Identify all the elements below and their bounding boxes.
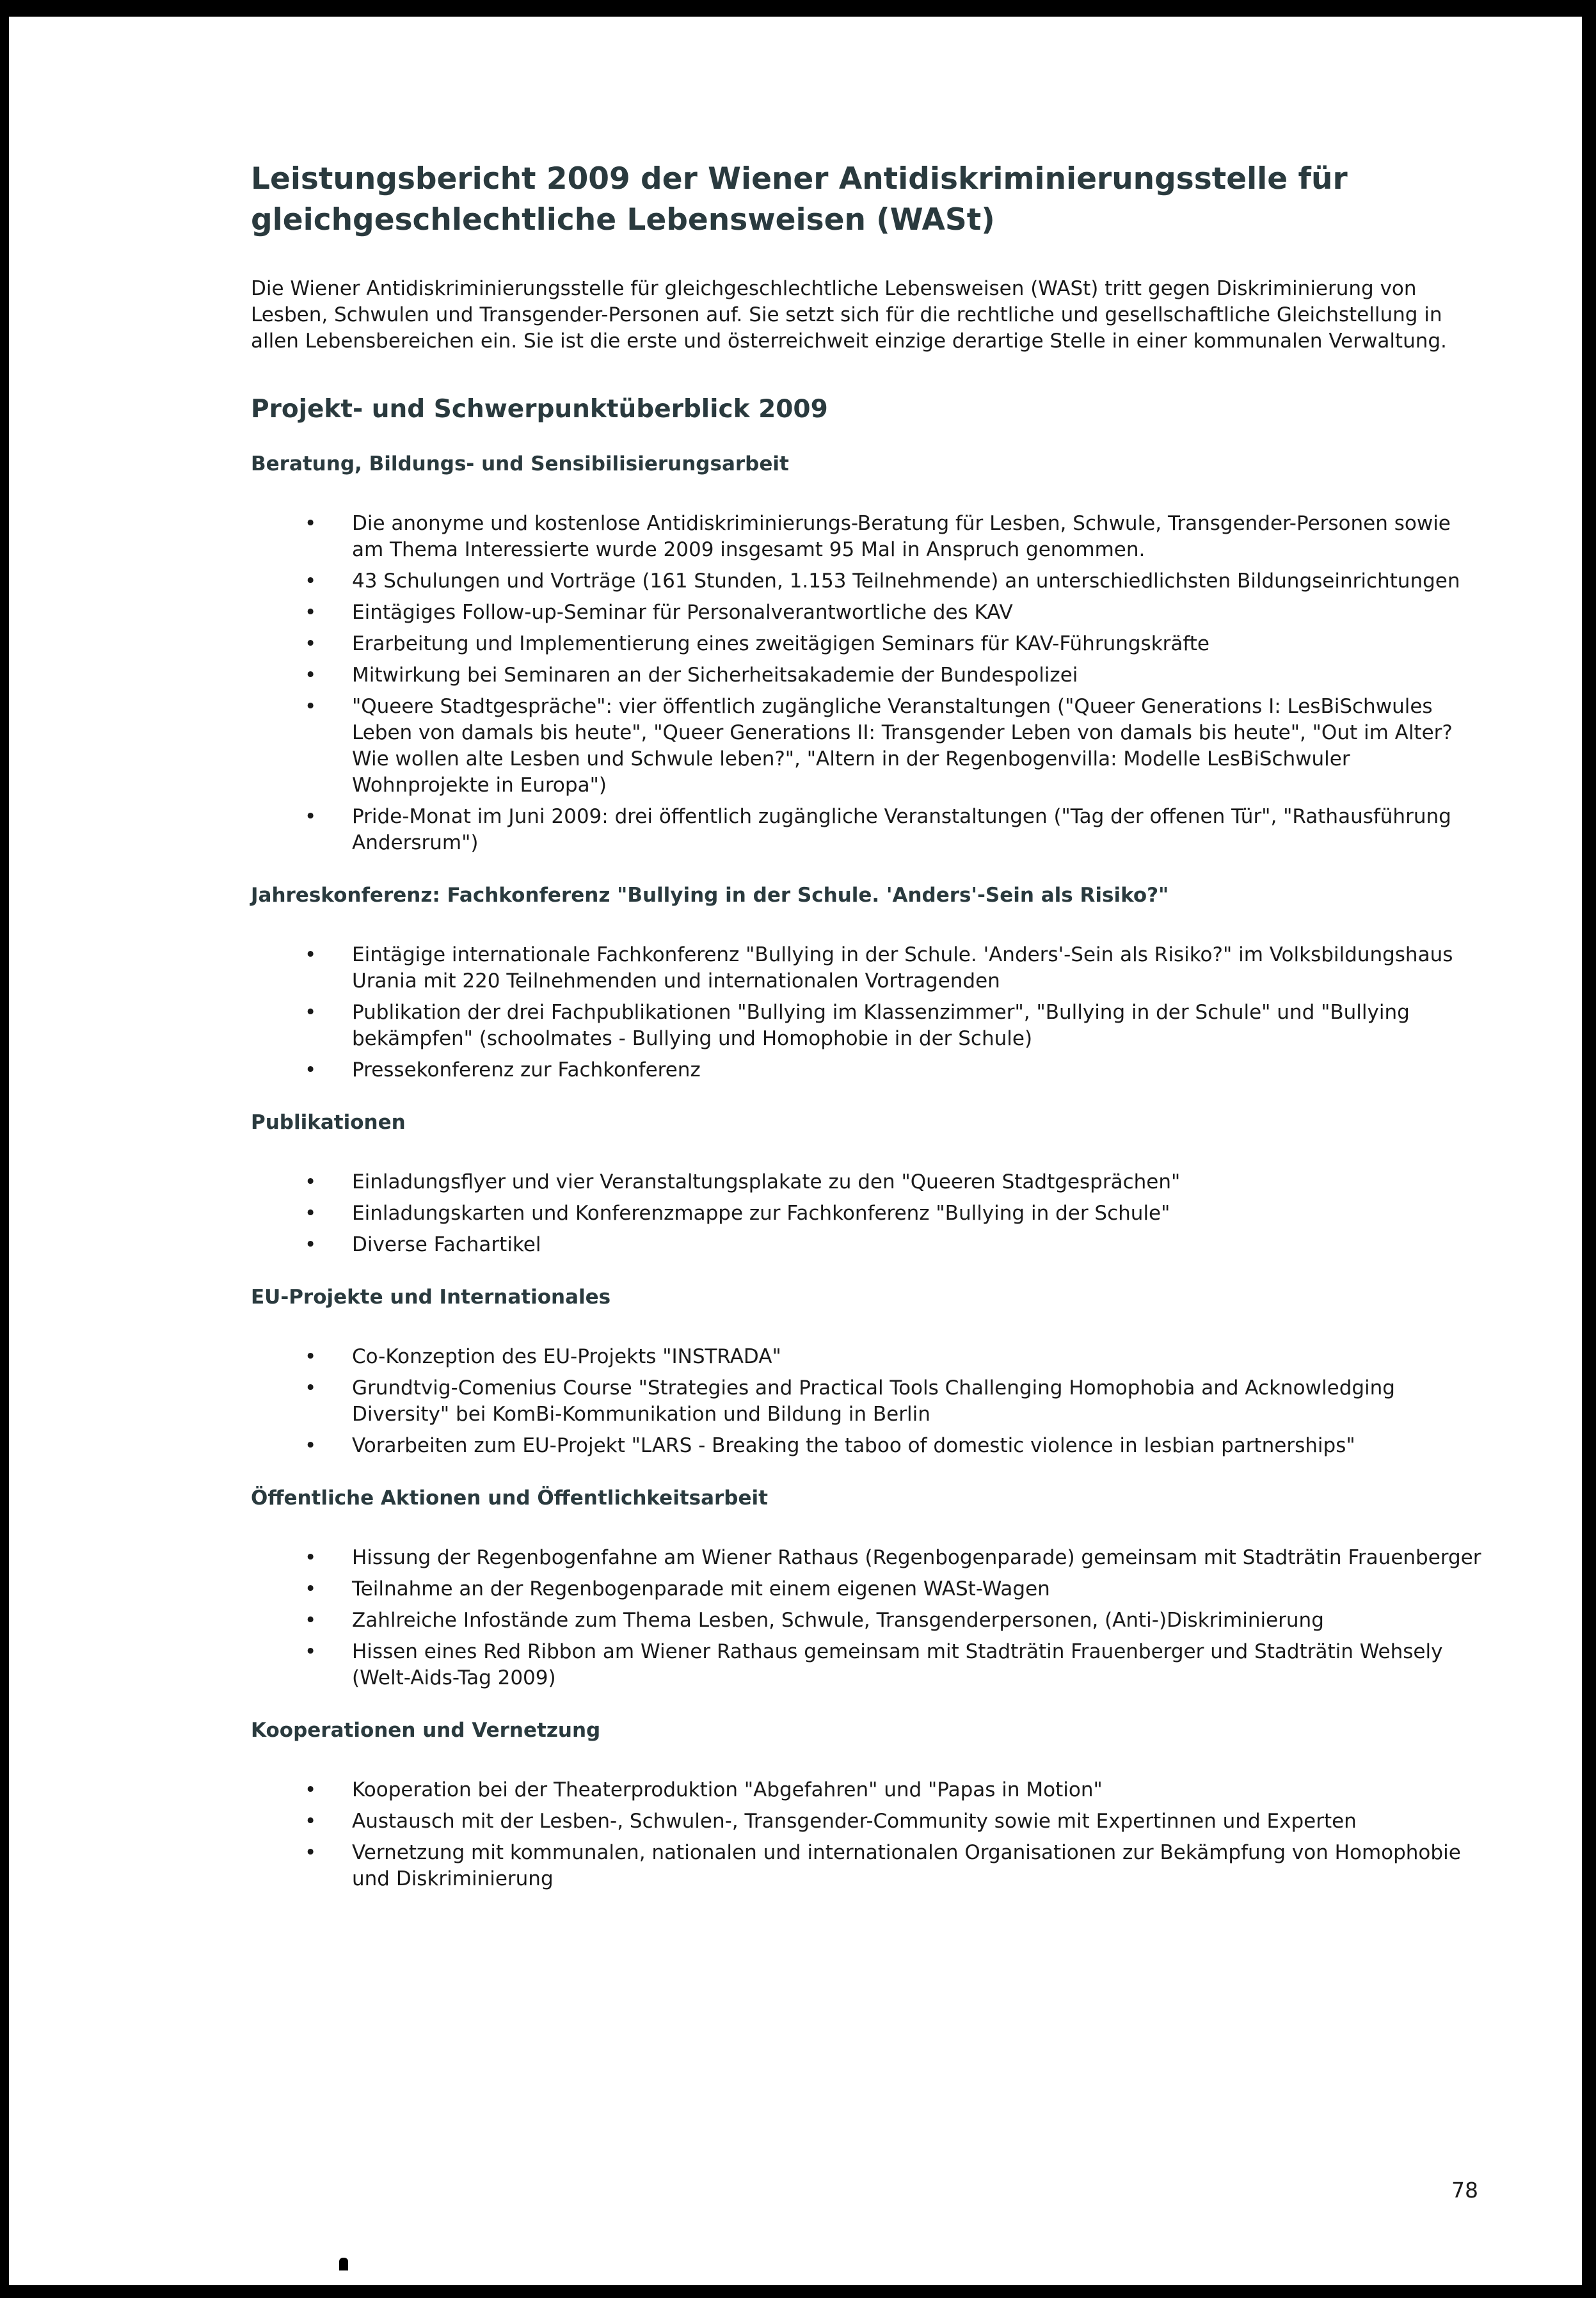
list-item: • Diverse Fachartikel xyxy=(251,1232,1486,1258)
section-heading-publikationen: Publikationen xyxy=(251,1111,406,1134)
section-heading-kooperationen: Kooperationen und Vernetzung xyxy=(251,1719,601,1742)
list-item: • Mitwirkung bei Seminaren an der Sicherheitsakademie der Bundespolizei xyxy=(251,662,1486,689)
page-number: 78 xyxy=(1451,2178,1478,2203)
list-item: • "Queere Stadtgespräche": vier öffentlich zugängliche Veranstaltungen ("Queer Generations I: LesBiSchwules Leben von damals bis heute", "Queer Generations II: Transgender Leben von damals bis heute", "Out im Alter? Wie wollen alte Lesben und Schwule leben?", "Altern in der Regenbogenvilla: Modelle LesBiSchwuler Wohnprojekte in Europa") xyxy=(251,694,1486,799)
list-item: • Zahlreiche Infostände zum Thema Lesben, Schwule, Transgenderpersonen, (Anti-)Diskriminierung xyxy=(251,1608,1486,1634)
section-heading-oeffentliche-aktionen: Öffentliche Aktionen und Öffentlichkeitsarbeit xyxy=(251,1487,768,1510)
list-item: • Teilnahme an der Regenbogenparade mit einem eigenen WASt-Wagen xyxy=(251,1576,1486,1602)
bullet-list-jahreskonferenz xyxy=(251,942,1486,1083)
list-item: • Pride-Monat im Juni 2009: drei öffentlich zugängliche Veranstaltungen ("Tag der offenen Tür", "Rathausführung Andersrum") xyxy=(251,804,1486,856)
list-item: • 43 Schulungen und Vorträge (161 Stunden, 1.153 Teilnehmende) an unterschiedlichsten Bildungseinrichtungen xyxy=(251,568,1486,594)
list-item: • Austausch mit der Lesben-, Schwulen-, Transgender-Community sowie mit Expertinnen und Experten xyxy=(251,1808,1486,1835)
bullet-list-kooperationen xyxy=(251,1777,1486,1892)
list-item: • Erarbeitung und Implementierung eines zweitägigen Seminars für KAV-Führungskräfte xyxy=(251,631,1486,657)
list-item: • Die anonyme und kostenlose Antidiskriminierungs-Beratung für Lesben, Schwule, Transgender-Personen sowie am Thema Interessierte wurde 2009 insgesamt 95 Mal in Anspruch genommen. xyxy=(251,511,1486,563)
list-item: • Co-Konzeption des EU-Projekts "INSTRADA" xyxy=(251,1344,1486,1370)
bullet-list-eu-projekte xyxy=(251,1344,1486,1459)
intro-paragraph: Die Wiener Antidiskriminierungsstelle für gleichgeschlechtliche Lebensweisen (WASt) tritt gegen Diskriminierung von Lesben, Schwulen und Transgender-Personen auf. Sie setzt sich für die rechtliche und gesellschaftliche Gleichstellung in allen Lebensbereichen ein. Sie ist die erste und österreichweit einzige derartige Stelle in einer kommunalen Verwaltung. xyxy=(251,277,1447,353)
scan-mark xyxy=(339,2258,348,2270)
list-item: • Einladungskarten und Konferenzmappe zur Fachkonferenz "Bullying in der Schule" xyxy=(251,1201,1486,1227)
overview-heading: Projekt- und Schwerpunktüberblick 2009 xyxy=(251,395,828,424)
page-title: Leistungsbericht 2009 der Wiener Antidiskriminierungsstelle für gleichgeschlechtliche Lebensweisen (WASt) xyxy=(251,161,1348,237)
list-item: • Kooperation bei der Theaterproduktion "Abgefahren" und "Papas in Motion" xyxy=(251,1777,1486,1803)
bullet-list-beratung xyxy=(251,511,1486,856)
list-item: • Eintägige internationale Fachkonferenz "Bullying in der Schule. 'Anders'-Sein als Risiko?" im Volksbildungshaus Urania mit 220 Teilnehmenden und internationalen Vortragenden xyxy=(251,942,1486,994)
bullet-list-publikationen xyxy=(251,1169,1486,1258)
list-item: • Eintägiges Follow-up-Seminar für Personalverantwortliche des KAV xyxy=(251,600,1486,626)
list-item: • Publikation der drei Fachpublikationen "Bullying im Klassenzimmer", "Bullying in der Schule" und "Bullying bekämpfen" (schoolmates - Bullying und Homophobie in der Schule) xyxy=(251,1000,1486,1052)
bullet-list-oeffentliche-aktionen xyxy=(251,1545,1486,1691)
section-heading-jahreskonferenz: Jahreskonferenz: Fachkonferenz "Bullying in der Schule. 'Anders'-Sein als Risiko?" xyxy=(251,884,1169,907)
section-heading-beratung: Beratung, Bildungs- und Sensibilisierungsarbeit xyxy=(251,452,789,475)
list-item: • Einladungsflyer und vier Veranstaltungsplakate zu den "Queeren Stadtgesprächen" xyxy=(251,1169,1486,1195)
section-heading-eu-projekte: EU-Projekte und Internationales xyxy=(251,1286,611,1309)
list-item: • Vorarbeiten zum EU-Projekt "LARS - Breaking the taboo of domestic violence in lesbian partnerships" xyxy=(251,1433,1486,1459)
list-item: • Hissen eines Red Ribbon am Wiener Rathaus gemeinsam mit Stadträtin Frauenberger und Stadträtin Wehsely (Welt-Aids-Tag 2009) xyxy=(251,1639,1486,1691)
list-item: • Pressekonferenz zur Fachkonferenz xyxy=(251,1057,1486,1083)
page-content xyxy=(251,159,1486,1897)
document-page xyxy=(9,17,1582,2285)
list-item: • Grundtvig-Comenius Course "Strategies and Practical Tools Challenging Homophobia and Acknowledging Diversity" bei KomBi-Kommunikation und Bildung in Berlin xyxy=(251,1375,1486,1428)
list-item: • Hissung der Regenbogenfahne am Wiener Rathaus (Regenbogenparade) gemeinsam mit Stadträtin Frauenberger xyxy=(251,1545,1486,1571)
list-item: • Vernetzung mit kommunalen, nationalen und internationalen Organisationen zur Bekämpfung von Homophobie und Diskriminierung xyxy=(251,1840,1486,1892)
